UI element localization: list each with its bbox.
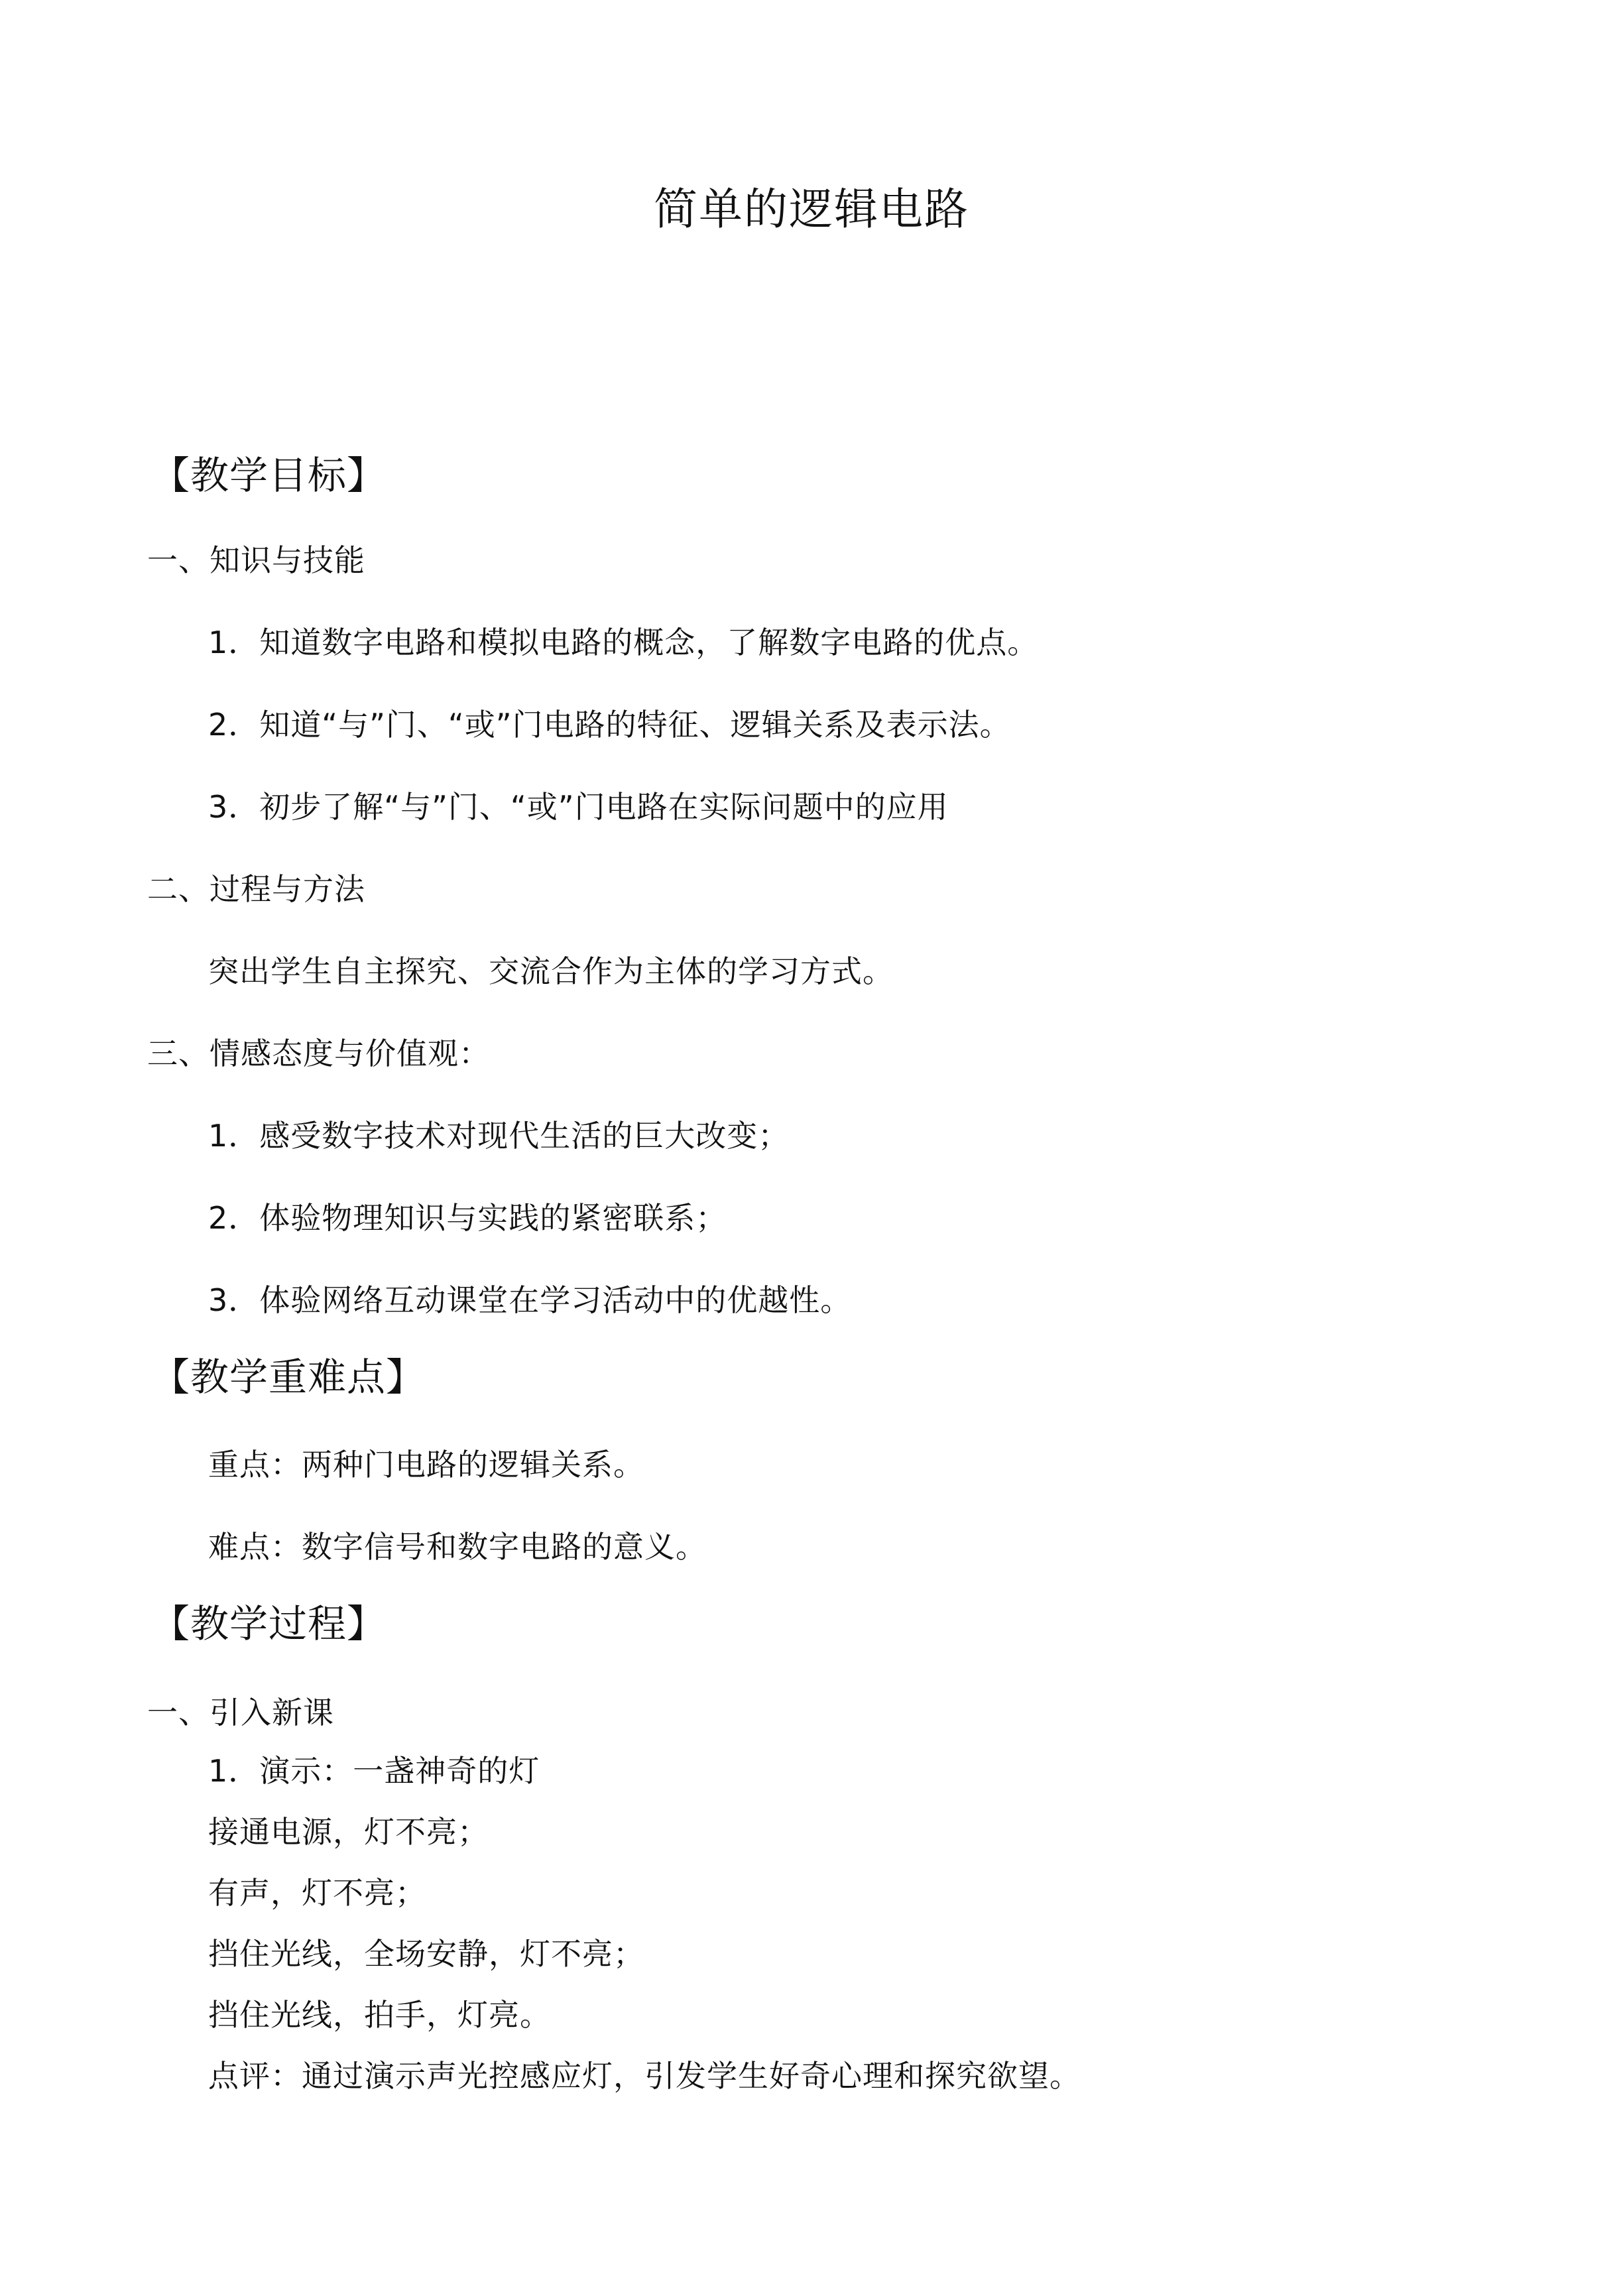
- key-point-item: 难点：数字信号和数字电路的意义。: [208, 1529, 707, 1565]
- procedure-item: 点评：通过演示声光控感应灯，引发学生好奇心理和探究欲望。: [208, 2058, 1081, 2094]
- objective-item: 1．知道数字电路和模拟电路的概念，了解数字电路的优点。: [208, 625, 1039, 660]
- section-heading-procedure: 【教学过程】: [151, 1601, 387, 1646]
- subheading-process-methods: 二、过程与方法: [147, 871, 365, 907]
- objective-item: 突出学生自主探究、交流合作为主体的学习方式。: [208, 953, 894, 989]
- objective-item: 3．初步了解“与”门、“或”门电路在实际问题中的应用: [208, 789, 949, 825]
- document-title: 简单的逻辑电路: [654, 184, 969, 235]
- objective-item: 2．知道“与”门、“或”门电路的特征、逻辑关系及表示法。: [208, 707, 1011, 743]
- objective-item: 1．感受数字技术对现代生活的巨大改变；: [208, 1118, 790, 1154]
- objective-item: 2．体验物理知识与实践的紧密联系；: [208, 1200, 727, 1236]
- subheading-introduction: 一、引入新课: [147, 1695, 334, 1730]
- procedure-item: 1．演示：一盏神奇的灯: [208, 1753, 540, 1789]
- section-heading-objectives: 【教学目标】: [151, 453, 387, 498]
- procedure-item: 挡住光线，拍手，灯亮。: [208, 1997, 551, 2033]
- subheading-emotion-values: 三、情感态度与价值观：: [147, 1036, 490, 1071]
- procedure-item: 挡住光线，全场安静，灯不亮；: [208, 1936, 644, 1972]
- procedure-item: 有声，灯不亮；: [208, 1875, 426, 1911]
- section-heading-key-points: 【教学重难点】: [151, 1355, 426, 1400]
- procedure-item: 接通电源，灯不亮；: [208, 1814, 489, 1850]
- objective-item: 3．体验网络互动课堂在学习活动中的优越性。: [208, 1282, 852, 1318]
- key-point-item: 重点：两种门电路的逻辑关系。: [208, 1447, 644, 1482]
- subheading-knowledge-skills: 一、知识与技能: [147, 542, 365, 578]
